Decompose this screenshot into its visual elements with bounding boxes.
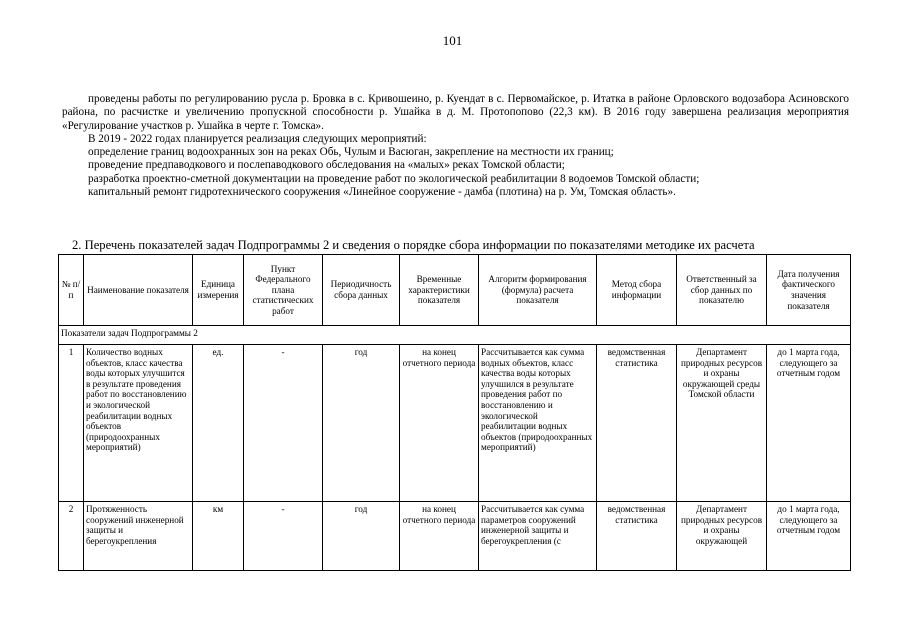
table-cell: ведомственная статистика: [597, 345, 677, 502]
table-cell: ведомственная статистика: [597, 502, 677, 571]
indicators-table: [58, 254, 851, 571]
table-cell: Протяженность сооружений инженерной защиты и берегоукрепления: [84, 502, 193, 571]
table-cell: до 1 марта года, следующего за отчетным годом: [767, 345, 851, 502]
table-cell: Департамент природных ресурсов и охраны окружающей среды Томской области: [677, 345, 767, 502]
table-cell: год: [323, 345, 400, 502]
header-cell: Единица измерения: [193, 255, 244, 326]
paragraph: разработка проектно-сметной документации на проведение работ по экологической реабилитации 8 водоемов Томской области;: [88, 172, 700, 185]
table-cell: Департамент природных ресурсов и охраны окружающей: [677, 502, 767, 571]
paragraph: капитальный ремонт гидротехнического сооружения «Линейное сооружение - дамба (плотина) на р. Ум, Томская область».: [88, 186, 676, 199]
page-number: 101: [442, 33, 463, 48]
table-cell: до 1 марта года, следующего за отчетным годом: [767, 502, 851, 571]
header-cell: Пункт Федерального плана статистических работ: [244, 255, 323, 326]
table-cell: км: [193, 502, 244, 571]
table-cell: Рассчитывается как сумма водных объектов, класс качества воды которых улучшился в результате проведения работ по восстановлению и экологической реабилитации водных объектов (природоохранных мероприятий): [479, 345, 597, 502]
header-cell: Временные характеристики показателя: [400, 255, 479, 326]
table-cell: -: [244, 502, 323, 571]
table-cell: 2: [59, 502, 84, 571]
subheader-cell: Показатели задач Подпрограммы 2: [59, 326, 851, 345]
header-cell: Алгоритм формирования (формула) расчета показателя: [479, 255, 597, 326]
table-cell: на конец отчетного периода: [400, 345, 479, 502]
body-text: [62, 93, 849, 199]
header-cell: Метод сбора информации: [597, 255, 677, 326]
table-header-row: [59, 255, 851, 326]
table-cell: год: [323, 502, 400, 571]
table-cell: Количество водных объектов, класс качества воды которых улучшится в результате проведения работ по восстановлению и экологической реабилитации водных объектов (природоохранных мероприятий): [84, 345, 193, 502]
table-row: [59, 345, 851, 502]
header-cell: Периодичность сбора данных: [323, 255, 400, 326]
paragraph: проведение предпаводкового и послепаводкового обследования на «малых» реках Томской области;: [88, 159, 565, 172]
table-cell: Рассчитывается как сумма параметров сооружений инженерной защиты и берегоукрепления (с: [479, 502, 597, 571]
paragraph: определение границ водоохранных зон на реках Обь, Чулым и Васюган, закрепление на местности их границ;: [88, 146, 614, 159]
table-cell: 1: [59, 345, 84, 502]
section-title: 2. Перечень показателей задач Подпрограммы 2 и сведения о порядке сбора информации по показателями методике их расчета: [72, 238, 755, 252]
header-cell: Дата получения фактического значения показателя: [767, 255, 851, 326]
table-subheader-row: [59, 326, 851, 345]
header-cell: № п/п: [59, 255, 84, 326]
table-cell: -: [244, 345, 323, 502]
table-row: [59, 502, 851, 571]
paragraph: В 2019 - 2022 годах планируется реализация следующих мероприятий:: [88, 132, 427, 145]
table-cell: ед.: [193, 345, 244, 502]
header-cell: Ответственный за сбор данных по показателю: [677, 255, 767, 326]
header-cell: Наименование показателя: [84, 255, 193, 326]
table-cell: на конец отчетного периода: [400, 502, 479, 571]
paragraph: проведены работы по регулированию русла р. Бровка в с. Кривошеино, р. Куендат в с. Первомайское, р. Итатка в районе Орловского водозабора Асиновского района, по расчистке и увеличению пропускной способности р. Ушайка в д. М. Протопопово (22,3 км). В 2016 году завершена реализация мероприятия «Регулирование участков р. Ушайка в черте г. Томска».: [62, 93, 849, 132]
